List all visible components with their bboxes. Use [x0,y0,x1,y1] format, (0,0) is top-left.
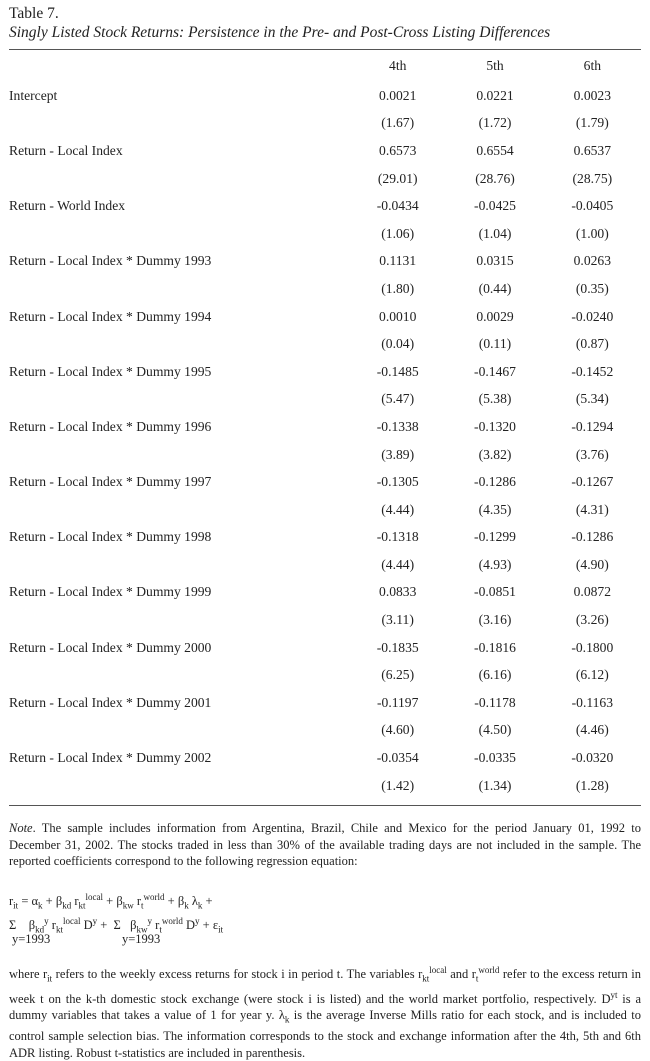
table-row [9,689,641,717]
note-lead: Note [9,821,33,836]
table-row-tstat [9,551,641,579]
table-label: Table 7. [9,5,59,22]
row-label: Return - Local Index * Dummy 1998 [9,529,212,545]
table-row [9,358,641,386]
column-header: 6th [583,58,602,73]
tstat-cell: (1.80) [381,280,415,296]
coefficient-cell: 0.6573 [379,142,417,158]
tstat-cell: (1.42) [381,777,415,793]
coefficient-cell: 0.0833 [379,584,417,600]
tstat-cell: (5.47) [381,391,415,407]
tstat-cell: (28.75) [572,170,613,186]
coefficient-cell: -0.1485 [376,363,419,379]
tstat-cell: (3.82) [478,446,512,462]
tstat-cell: (1.28) [575,777,609,793]
tstat-cell: (28.76) [475,170,515,186]
tstat-cell: (3.26) [575,612,609,628]
column-header: 5th [486,58,504,73]
table-row-tstat [9,330,641,358]
variable-definitions: where $r_{it}$ refers to the weekly excess returns for stock i in period t. The variables $r_{kt}^{local}$ and $r_t^{world}$ refer to the excess return in week t on the k-th domestic stock exchange (were stock i is listed) and the world market portfolio, respectively. $D^{yt}$ is a dummy variables that takes a value of 1 for year y. $\lambda_k$ is the average Inverse Mills ratio for each stock, and is included to control sample selection bias. The information corresponds to the stock and exchange information after the 4th, 5th and 6th ADR listing. Robust t-statistics are included in parenthesis. [9,964,642,1060]
table-container [9,0,641,1061]
note-text: . The sample includes information from Argentina, Brazil, Chile and Mexico for the period January 01, 1992 to December 31, 2002. The stocks traded in less than 30% of the available trading days are not included in the sample. The reported coefficients correspond to the following regression equation: [9,821,641,869]
table-row [9,192,641,220]
sum-subscript: y=1993 [122,931,161,946]
tstat-cell: (0.04) [381,336,415,352]
table-row-tstat [9,275,641,303]
equation-line-2: Σ $\beta_{kd}^y$ $r_{kt}^{local}$ $D^y + \Sigma$ $\beta_{kw}^y$ $r_t^{world}$ $D^y + \varepsilon_{it}$ [9,915,224,935]
table-row-tstat [9,661,641,689]
tstat-cell: (4.50) [478,722,512,738]
tstat-cell: (1.00) [575,225,609,241]
coefficient-cell: -0.0335 [474,750,516,766]
coefficient-cell: -0.1467 [474,363,516,379]
coefficient-cell: -0.1267 [571,474,614,490]
table-row-tstat [9,441,641,469]
row-label: Intercept [9,87,58,103]
tstat-cell: (6.12) [575,667,609,683]
coefficient-cell: 0.6537 [573,142,612,158]
table-row [9,744,641,772]
tstat-cell: (3.89) [381,446,415,462]
coefficient-cell: -0.1163 [571,694,614,710]
coefficient-cell: -0.1305 [376,474,419,490]
coefficient-cell: -0.1286 [474,474,516,490]
coefficient-cell: -0.1286 [571,529,614,545]
tstat-cell: (1.04) [478,225,512,241]
coefficient-cell: 0.0023 [573,87,612,103]
coefficient-cell: 0.0221 [476,87,514,103]
row-label: Return - Local Index * Dummy 1996 [9,418,212,434]
coefficient-cell: -0.1197 [377,694,419,710]
coefficient-cell: -0.1320 [474,418,516,434]
table-row [9,468,641,496]
table-row [9,137,641,165]
row-label: Return - Local Index * Dummy 1994 [9,308,212,324]
table-bottom-rule [9,805,641,806]
tstat-cell: (4.60) [381,722,415,738]
coefficient-cell: 0.1131 [379,253,417,269]
table-row [9,413,641,441]
table-row-tstat [9,220,641,248]
row-label: Return - Local Index * Dummy 1995 [9,363,212,379]
tstat-cell: (0.11) [478,336,512,352]
tstat-cell: (3.16) [478,612,512,628]
coefficient-cell: -0.1800 [571,639,614,655]
equation-line-1: $r_{it} = \alpha_k + \beta_{kd}$ $r_{kt}^{local} + \beta_{kw}$ $r_t^{world} + \beta_k$ $\lambda_k$ + [9,891,213,911]
table-row [9,303,641,331]
coefficient-cell: 0.0010 [379,308,417,324]
tstat-cell: (4.90) [575,556,609,572]
table-row [9,248,641,276]
table-row-tstat [9,717,641,745]
tstat-cell: (1.06) [381,225,415,241]
table-row-tstat [9,606,641,634]
row-label: Return - Local Index * Dummy 2000 [9,639,212,655]
regression-table [9,50,641,799]
coefficient-cell: 0.0021 [379,87,417,103]
coefficient-cell: -0.1835 [376,639,419,655]
coefficient-cell: -0.0851 [474,584,516,600]
tstat-cell: (4.46) [575,722,609,738]
sum-subscript: y=1993 [12,931,51,946]
coefficient-cell: -0.1338 [376,418,419,434]
tstat-cell: (5.38) [478,391,512,407]
table-row-tstat [9,772,641,800]
table-row-tstat [9,165,641,193]
tstat-cell: (1.79) [575,115,609,131]
tstat-cell: (4.93) [478,556,512,572]
row-label: Return - Local Index * Dummy 2002 [9,750,212,766]
tstat-cell: (5.34) [575,391,609,407]
table-title: Singly Listed Stock Returns: Persistence in the Pre- and Post-Cross Listing Differences [9,24,551,41]
coefficient-cell: -0.1299 [474,529,516,545]
table-row [9,579,641,607]
tstat-cell: (6.25) [381,667,415,683]
tstat-cell: (29.01) [377,170,418,186]
row-label: Return - Local Index * Dummy 2001 [9,694,212,710]
tstat-cell: (0.35) [575,280,609,296]
coefficient-cell: 0.0315 [476,253,514,269]
table-row-tstat [9,496,641,524]
tstat-cell: (3.11) [381,612,414,628]
coefficient-cell: 0.6554 [476,142,514,158]
table-row [9,82,641,110]
coefficient-cell: -0.0405 [571,198,614,214]
tstat-cell: (4.44) [381,556,415,572]
coefficient-cell: 0.0872 [573,584,612,600]
row-label: Return - Local Index * Dummy 1999 [9,584,212,600]
coefficient-cell: -0.1452 [571,363,614,379]
coefficient-cell: -0.0434 [376,198,419,214]
tstat-cell: (0.44) [478,280,512,296]
row-label: Return - Local Index * Dummy 1993 [9,253,212,269]
coefficient-cell: -0.1816 [474,639,516,655]
coefficient-cell: 0.0263 [573,253,612,269]
tstat-cell: (4.44) [381,501,415,517]
regression-equation [9,880,641,954]
row-label: Return - Local Index * Dummy 1997 [9,474,212,490]
tstat-cell: (4.31) [575,501,609,517]
tstat-cell: (4.35) [478,501,512,517]
tstat-cell: (1.34) [478,777,512,793]
coefficient-cell: -0.1318 [376,529,419,545]
table-row [9,524,641,552]
row-label: Return - World Index [9,198,126,214]
tstat-cell: (6.16) [478,667,512,683]
table-header-row [9,50,641,82]
tstat-cell: (3.76) [575,446,609,462]
column-header: 4th [389,58,407,73]
row-label: Return - Local Index [9,142,123,158]
coefficient-cell: -0.0354 [376,750,419,766]
tstat-cell: (1.72) [478,115,512,131]
table-note [9,820,641,869]
coefficient-cell: -0.0240 [571,308,614,324]
tstat-cell: (0.87) [575,336,609,352]
tstat-cell: (1.67) [381,115,415,131]
table-row-tstat [9,110,641,138]
coefficient-cell: -0.0320 [571,750,614,766]
coefficient-cell: 0.0029 [476,308,514,324]
coefficient-cell: -0.1294 [571,418,614,434]
coefficient-cell: -0.0425 [474,198,516,214]
coefficient-cell: -0.1178 [474,694,516,710]
table-row [9,634,641,662]
table-row-tstat [9,386,641,414]
